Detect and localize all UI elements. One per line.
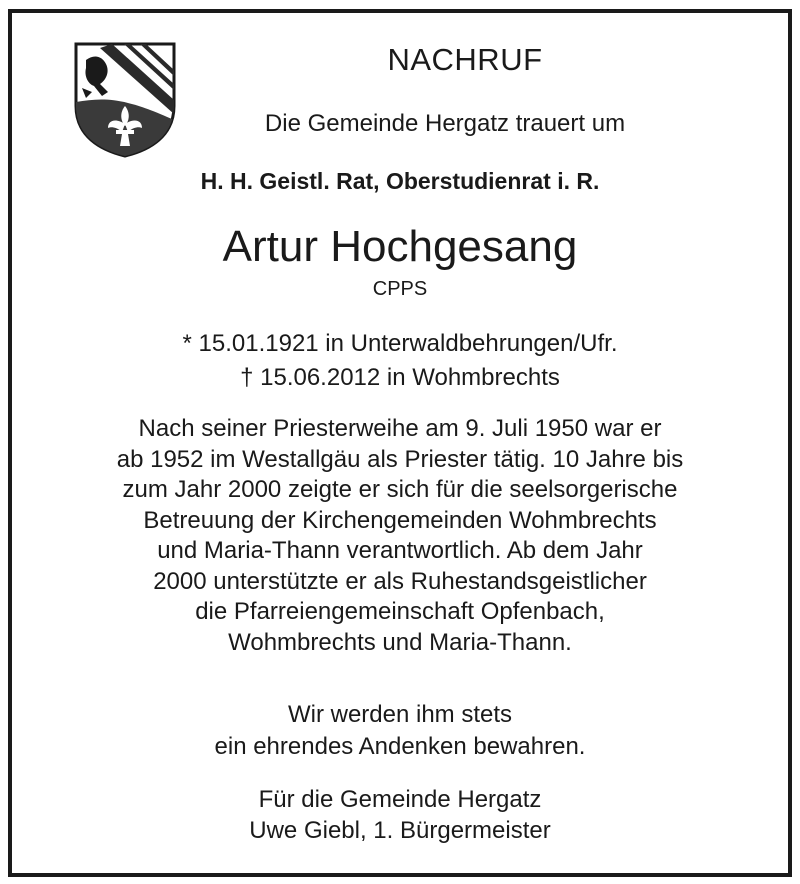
biography-line: Betreuung der Kirchengemeinden Wohmbrechts	[143, 506, 657, 534]
obituary-heading: NACHRUF	[387, 42, 543, 77]
biography-line: Nach seiner Priesterweihe am 9. Juli 1950 war er	[138, 415, 662, 442]
biography-line: ab 1952 im Westallgäu als Priester tätig. 10 Jahre bis	[116, 445, 684, 473]
coat-of-arms-icon	[72, 40, 178, 158]
biography-line: Wohmbrechts und Maria-Thann.	[228, 628, 572, 656]
intro-text: Die Gemeinde Hergatz trauert um	[264, 110, 626, 137]
closing-statement	[0, 699, 800, 763]
death-date: † 15.06.2012 in Wohmbrechts	[240, 364, 560, 391]
biography-line: die Pfarreiengemeinschaft Opfenbach,	[195, 598, 605, 625]
biography-paragraph	[0, 414, 800, 658]
biography-line: zum Jahr 2000 zeigte er sich für die seelsorgerische	[122, 476, 678, 503]
biography-line: und Maria-Thann verantwortlich. Ab dem Jahr	[157, 537, 643, 564]
signature-line: Für die Gemeinde Hergatz	[258, 786, 542, 813]
signature-line: Uwe Giebl, 1. Bürgermeister	[249, 817, 551, 844]
honorific-title: H. H. Geistl. Rat, Oberstudienrat i. R.	[200, 168, 600, 194]
closing-line: Wir werden ihm stets	[287, 701, 513, 728]
closing-line: ein ehrendes Andenken bewahren.	[214, 733, 586, 760]
order-abbreviation: CPPS	[372, 278, 428, 300]
deceased-name: Artur Hochgesang	[222, 222, 578, 271]
birth-date: * 15.01.1921 in Unterwaldbehrungen/Ufr.	[182, 330, 618, 357]
signature-block	[0, 784, 800, 846]
biography-line: 2000 unterstützte er als Ruhestandsgeistlicher	[153, 567, 647, 595]
